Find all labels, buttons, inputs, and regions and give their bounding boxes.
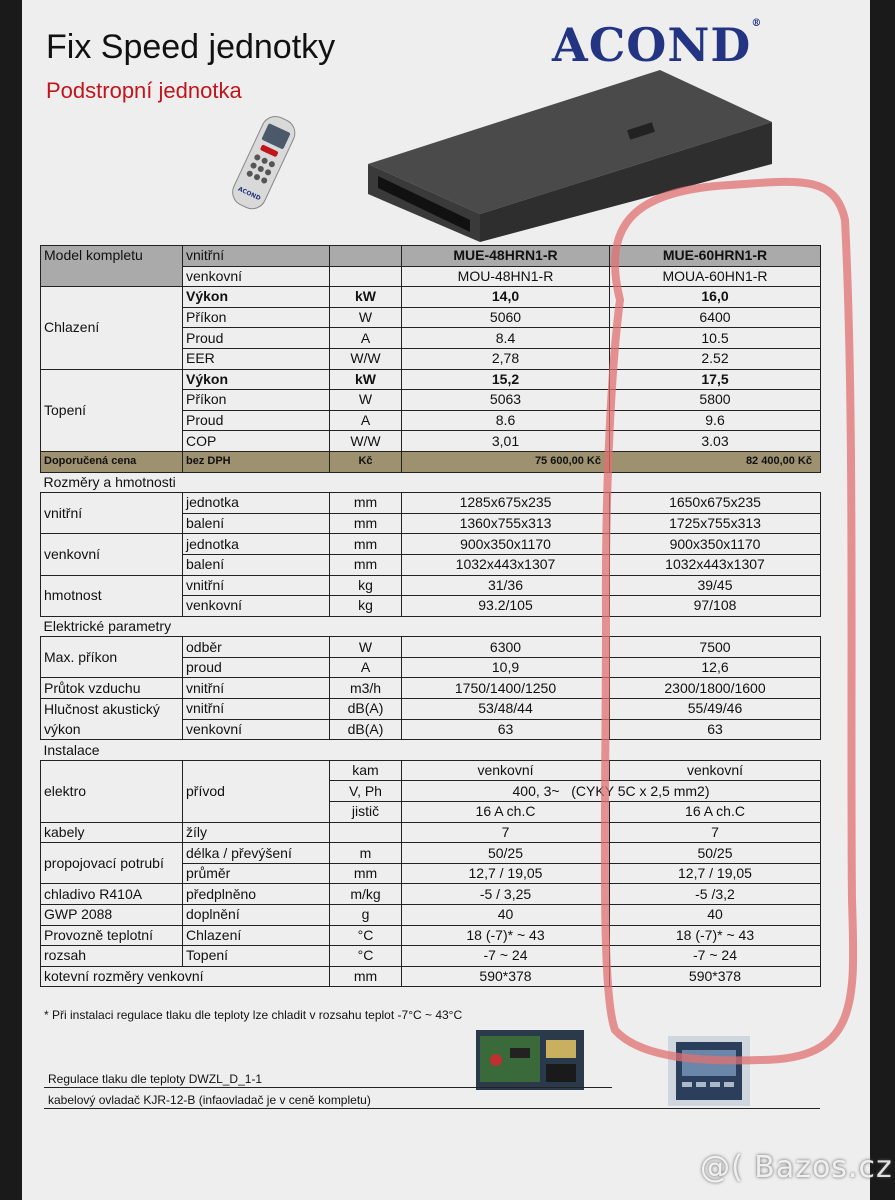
param-label: COP xyxy=(183,431,330,452)
remote-control-image xyxy=(218,112,306,216)
group-label: Max. příkon xyxy=(41,637,183,678)
table-row xyxy=(41,637,821,658)
value-cell: 31/36 xyxy=(402,575,610,596)
group-label: kotevní rozměry venkovní xyxy=(41,966,330,987)
param-label: Příkon xyxy=(183,390,330,411)
group-label: elektro xyxy=(41,760,183,822)
sub-label: doplnění xyxy=(183,905,330,926)
group-label: GWP 2088 xyxy=(41,905,183,926)
sub-label: Chlazení xyxy=(183,925,330,946)
sub-label: přívod xyxy=(183,760,330,822)
unit-cell: m xyxy=(330,843,402,864)
sub-label: vnitřní xyxy=(183,575,330,596)
unit-cell: mm xyxy=(330,863,402,884)
accessory-controller: kabelový ovladač KJR-12-B (infaovladač je v ceně kompletu) xyxy=(48,1093,371,1107)
param-label: Výkon xyxy=(183,287,330,308)
page-title: Fix Speed jednotky xyxy=(46,28,336,66)
unit-cell: kg xyxy=(330,575,402,596)
unit-cell: °C xyxy=(330,925,402,946)
table-row xyxy=(41,884,821,905)
wired-controller-image xyxy=(668,1036,750,1106)
group-label: hmotnost xyxy=(41,575,183,616)
value-cell: 40 xyxy=(402,905,610,926)
value-cell: 900x350x1170 xyxy=(402,534,610,555)
unit-cell: m3/h xyxy=(330,678,402,699)
param-label: Příkon xyxy=(183,307,330,328)
sub-label: vnitřní xyxy=(183,678,330,699)
value-cell: venkovní xyxy=(610,760,821,781)
value-cell: 15,2 xyxy=(402,369,610,390)
value-cell: 55/49/46 xyxy=(610,699,821,720)
sub-label: odběr xyxy=(183,637,330,658)
table-row xyxy=(41,246,821,267)
value-cell: -7 ~ 24 xyxy=(610,946,821,967)
table-row xyxy=(41,760,821,781)
value-cell: 18 (-7)* ~ 43 xyxy=(402,925,610,946)
value-cell: 1360x755x313 xyxy=(402,513,610,534)
unit-cell: °C xyxy=(330,946,402,967)
sub-label: jednotka xyxy=(183,534,330,555)
brand-name: ACOND xyxy=(552,18,752,72)
unit-cell: mm xyxy=(330,966,402,987)
group-label: propojovací potrubí xyxy=(41,843,183,884)
value-cell: 590*378 xyxy=(610,966,821,987)
model1-outdoor: MOU-48HN1-R xyxy=(402,266,610,287)
value-cell: 590*378 xyxy=(402,966,610,987)
value-cell: 14,0 xyxy=(402,287,610,308)
value-cell: 39/45 xyxy=(610,575,821,596)
unit-cell: kg xyxy=(330,596,402,617)
footnote: * Při instalaci regulace tlaku dle teploty lze chladit v rozsahu teplot -7°C ~ 43°C xyxy=(44,1008,463,1022)
value-cell: 18 (-7)* ~ 43 xyxy=(610,925,821,946)
value-cell: 50/25 xyxy=(402,843,610,864)
table-row xyxy=(41,905,821,926)
unit-cell: dB(A) xyxy=(330,719,402,740)
model-label: Model kompletu xyxy=(41,246,183,287)
value-cell: 93.2/105 xyxy=(402,596,610,617)
value-cell: 63 xyxy=(610,719,821,740)
model1-indoor: MUE-48HRN1-R xyxy=(402,246,610,267)
value-cell: 7 xyxy=(402,822,610,843)
value-cell: 2,78 xyxy=(402,348,610,369)
divider xyxy=(44,1108,820,1109)
value-cell: -5 / 3,25 xyxy=(402,884,610,905)
unit-cell: kW xyxy=(330,369,402,390)
unit-cell: W/W xyxy=(330,431,402,452)
unit-cell: g xyxy=(330,905,402,926)
sub-label: vnitřní xyxy=(183,699,330,720)
table-row xyxy=(41,699,821,720)
unit-cell: W/W xyxy=(330,348,402,369)
table-row xyxy=(41,822,821,843)
sub-label: venkovní xyxy=(183,719,330,740)
section-title: Elektrické parametry xyxy=(43,617,172,634)
unit-cell: mm xyxy=(330,513,402,534)
value-cell: 9.6 xyxy=(610,410,821,431)
table-row xyxy=(41,493,821,514)
page-subtitle: Podstropní jednotka xyxy=(46,78,242,103)
sub-label: balení xyxy=(183,554,330,575)
value-cell: 63 xyxy=(402,719,610,740)
section-title: Instalace xyxy=(43,741,100,758)
registered-mark: ® xyxy=(751,18,763,29)
value-cell: 7 xyxy=(610,822,821,843)
value-cell: 8.6 xyxy=(402,410,610,431)
value-cell: 1650x675x235 xyxy=(610,493,821,514)
sub-label: žíly xyxy=(183,822,330,843)
sub-label: proud xyxy=(183,657,330,678)
value-cell: 3.03 xyxy=(610,431,821,452)
section-title: Rozměry a hmotnosti xyxy=(43,473,176,490)
value-cell: 2300/1800/1600 xyxy=(610,678,821,699)
unit-cell: mm xyxy=(330,534,402,555)
value-cell: venkovní xyxy=(402,760,610,781)
ceiling-unit-image xyxy=(360,64,780,242)
param-label: EER xyxy=(183,348,330,369)
outdoor-label: venkovní xyxy=(183,266,330,287)
unit-cell: A xyxy=(330,657,402,678)
value-cell: 97/108 xyxy=(610,596,821,617)
table-row xyxy=(41,575,821,596)
group-label: Průtok vzduchu xyxy=(41,678,183,699)
group-label: Provozně teplotní xyxy=(41,925,183,946)
value-cell: 1285x675x235 xyxy=(402,493,610,514)
table-row xyxy=(41,946,821,967)
value-cell: 5063 xyxy=(402,390,610,411)
value-cell: 16 A ch.C xyxy=(610,802,821,823)
sub-label: jednotka xyxy=(183,493,330,514)
unit-cell: kW xyxy=(330,287,402,308)
group-label: vnitřní xyxy=(41,493,183,534)
value-cell: 16 A ch.C xyxy=(402,802,610,823)
value-cell: 16,0 xyxy=(610,287,821,308)
sub-label: Topení xyxy=(183,946,330,967)
unit-cell: mm xyxy=(330,493,402,514)
section-row xyxy=(41,472,821,493)
value-cell: 53/48/44 xyxy=(402,699,610,720)
unit-cell: m/kg xyxy=(330,884,402,905)
value-cell: 5060 xyxy=(402,307,610,328)
unit-cell: W xyxy=(330,390,402,411)
value-cell: 12,7 / 19,05 xyxy=(402,863,610,884)
value-cell: 40 xyxy=(610,905,821,926)
divider xyxy=(44,1087,612,1088)
unit-cell: W xyxy=(330,307,402,328)
value-cell: 8.4 xyxy=(402,328,610,349)
section-row xyxy=(41,740,821,761)
value-cell: 1725x755x313 xyxy=(610,513,821,534)
sub-label: venkovní xyxy=(183,596,330,617)
table-row xyxy=(41,925,821,946)
value-cell: 6400 xyxy=(610,307,821,328)
param-label: Proud xyxy=(183,328,330,349)
pressure-regulator-image xyxy=(476,1030,584,1090)
group-label: Hlučnost akustický výkon xyxy=(41,699,183,740)
sub-label: balení xyxy=(183,513,330,534)
accessory-regulator: Regulace tlaku dle teploty DWZL_D_1-1 xyxy=(48,1072,263,1086)
param-label: Výkon xyxy=(183,369,330,390)
unit-cell: A xyxy=(330,328,402,349)
value-cell: -5 /3,2 xyxy=(610,884,821,905)
price-unit: Kč xyxy=(330,451,402,472)
value-cell: -7 ~ 24 xyxy=(402,946,610,967)
table-row xyxy=(41,966,821,987)
group-label: rozsah xyxy=(41,946,183,967)
value-cell: 1032x443x1307 xyxy=(402,554,610,575)
price-value: 75 600,00 Kč xyxy=(402,451,610,472)
table-row xyxy=(41,843,821,864)
heating-label: Topení xyxy=(41,369,183,451)
unit-cell: jistič xyxy=(330,802,402,823)
value-cell: 7500 xyxy=(610,637,821,658)
value-cell: 1032x443x1307 xyxy=(610,554,821,575)
value-cell: 10.5 xyxy=(610,328,821,349)
value-cell: 6300 xyxy=(402,637,610,658)
value-cell: 2.52 xyxy=(610,348,821,369)
value-cell: 10,9 xyxy=(402,657,610,678)
cooling-label: Chlazení xyxy=(41,287,183,369)
unit-cell xyxy=(330,822,402,843)
value-cell: 3,01 xyxy=(402,431,610,452)
sub-label: předplněno xyxy=(183,884,330,905)
param-label: Proud xyxy=(183,410,330,431)
unit-cell: V, Ph xyxy=(330,781,402,802)
unit-cell: dB(A) xyxy=(330,699,402,720)
unit-cell: A xyxy=(330,410,402,431)
section-row xyxy=(41,616,821,637)
unit-cell: W xyxy=(330,637,402,658)
group-label: venkovní xyxy=(41,534,183,575)
spec-table xyxy=(40,245,821,987)
unit-cell: mm xyxy=(330,554,402,575)
merged-value-cell: 400, 3~ (CYKY 5C x 2,5 mm2) xyxy=(402,781,821,802)
price-row xyxy=(41,451,821,472)
value-cell: 900x350x1170 xyxy=(610,534,821,555)
price-sub: bez DPH xyxy=(183,451,330,472)
watermark: @( Bazos.cz xyxy=(700,1150,893,1185)
sub-label: délka / převýšení xyxy=(183,843,330,864)
group-label: chladivo R410A xyxy=(41,884,183,905)
value-cell: 50/25 xyxy=(610,843,821,864)
table-row xyxy=(41,287,821,308)
sub-label: průměr xyxy=(183,863,330,884)
value-cell: 17,5 xyxy=(610,369,821,390)
model2-outdoor: MOUA-60HN1-R xyxy=(610,266,821,287)
value-cell: 5800 xyxy=(610,390,821,411)
group-label: kabely xyxy=(41,822,183,843)
value-cell: 12,6 xyxy=(610,657,821,678)
value-cell: 1750/1400/1250 xyxy=(402,678,610,699)
table-row xyxy=(41,369,821,390)
unit-cell: kam xyxy=(330,760,402,781)
indoor-label: vnitřní xyxy=(183,246,330,267)
value-cell: 12,7 / 19,05 xyxy=(610,863,821,884)
model2-indoor: MUE-60HRN1-R xyxy=(610,246,821,267)
remote-brand-label: ACOND xyxy=(236,185,262,203)
table-row xyxy=(41,534,821,555)
price-label: Doporučená cena xyxy=(41,451,183,472)
table-row xyxy=(41,678,821,699)
price-value: 82 400,00 Kč xyxy=(610,451,821,472)
